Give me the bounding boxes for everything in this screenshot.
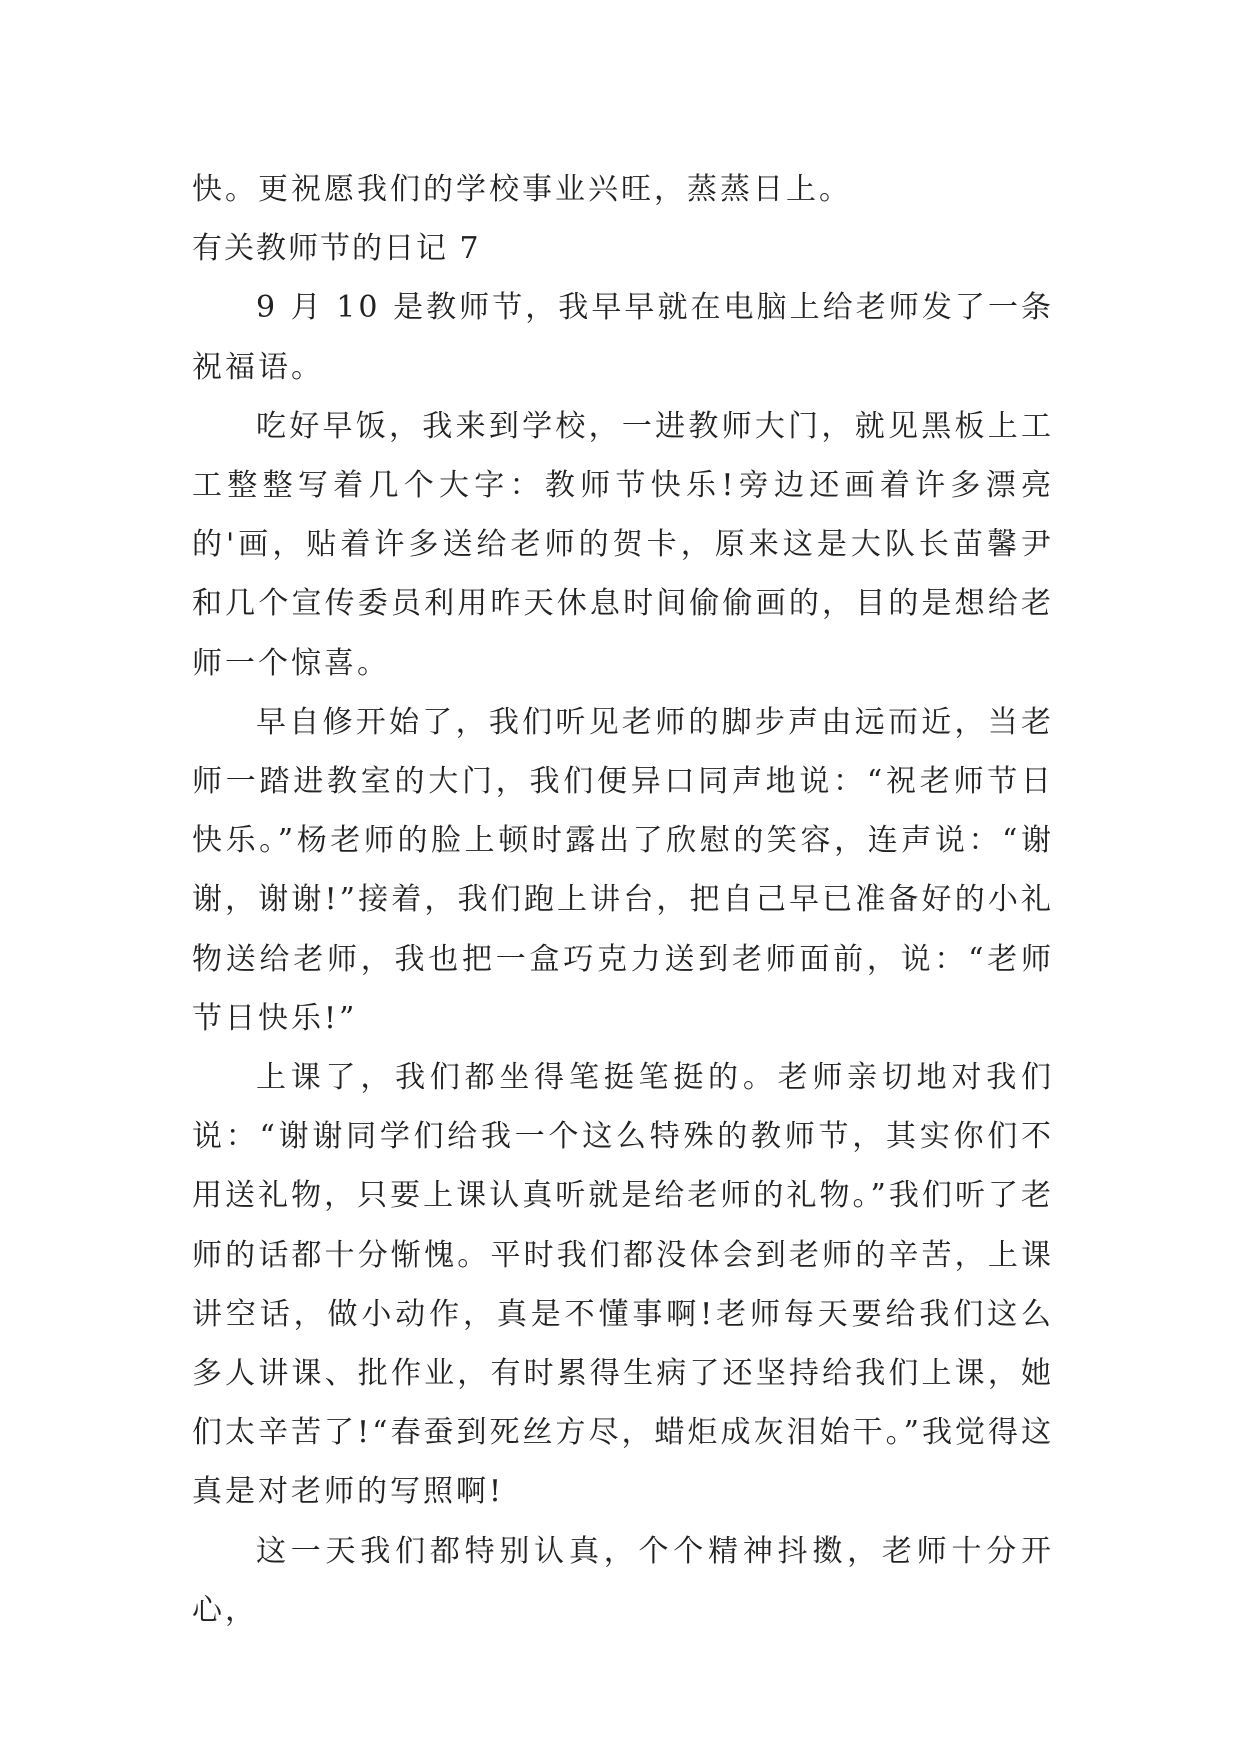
paragraph: 上课了，我们都坐得笔挺笔挺的。老师亲切地对我们说：“谢谢同学们给我一个这么特殊的教师节，其实你们不用送礼物，只要上课认真听就是给老师的礼物。”我们听了老师的话都十分惭愧。平时我们都没体会到老师的辛苦，上课讲空话，做小动作，真是不懂事啊!老师每天要给我们这么多人讲课、批作业，有时累得生病了还坚持给我们上课，她们太辛苦了!“春蚕到死丝方尽，蜡炬成灰泪始干。”我觉得这真是对老师的写照啊! <box>192 1060 1054 1510</box>
paragraph: 这一天我们都特别认真，个个精神抖擞，老师十分开心， <box>192 1533 1054 1628</box>
paragraph: 9 月 10 是教师节，我早早就在电脑上给老师发了一条祝福语。 <box>192 290 1054 385</box>
continued-line: 快。更祝愿我们的学校事业兴旺，蒸蒸日上。 <box>192 172 852 207</box>
paragraph: 早自修开始了，我们听见老师的脚步声由远而近，当老师一踏进教室的大门，我们便异口同声地说：“祝老师节日快乐。”杨老师的脸上顿时露出了欣慰的笑容，连声说：“谢谢，谢谢!”接着，我们跑上讲台，把自己早已准备好的小礼物送给老师，我也把一盒巧克力送到老师面前，说：“老师节日快乐!” <box>192 704 1054 1036</box>
section-heading: 有关教师节的日记 7 <box>192 231 481 267</box>
document-body <box>192 160 1054 1640</box>
paragraph: 吃好早饭，我来到学校，一进教师大门，就见黑板上工工整整写着几个大字：教师节快乐!旁边还画着许多漂亮的'画，贴着许多送给老师的贺卡，原来这是大队长苗馨尹和几个宣传委员利用昨天休息时间偷偷画的，目的是想给老师一个惊喜。 <box>192 408 1054 681</box>
